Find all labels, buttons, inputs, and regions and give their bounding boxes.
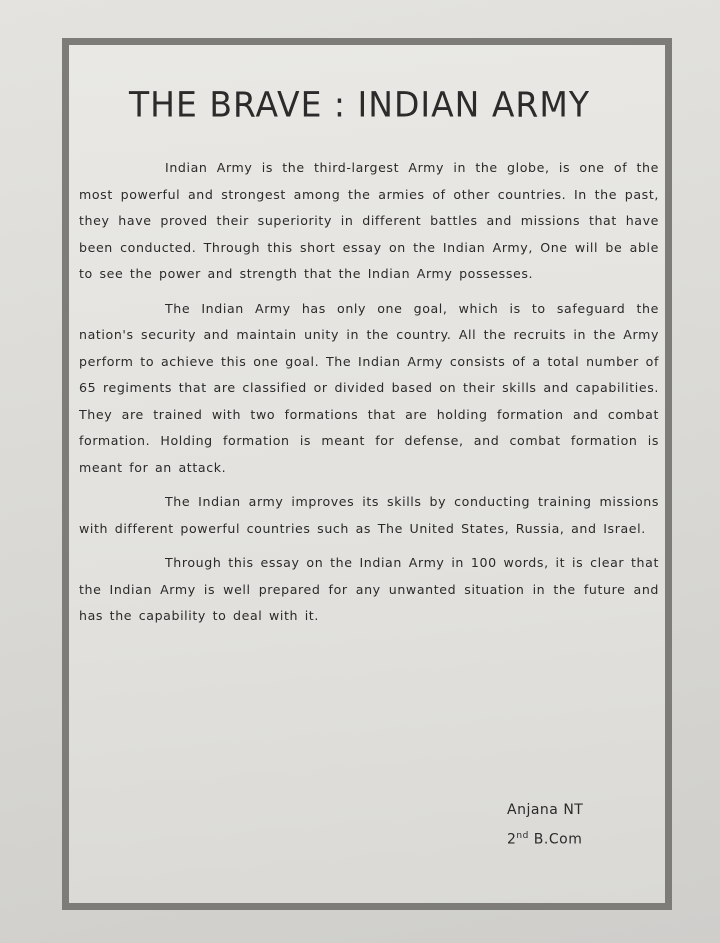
signature-class (507, 823, 583, 853)
paragraph-1: Indian Army is the third-largest Army in the globe, is one of the most powerful and strongest among the armies of other countries. In the past, they have proved their superiority in different battles and missions that have been conducted. Through this short essay on the Indian Army, One will be able to see the power and strength that the Indian Army possesses. (79, 160, 659, 281)
signature-name: Anjana NT (507, 802, 584, 818)
signature (507, 797, 583, 853)
year-number: 2 (507, 831, 517, 848)
essay-sheet (62, 38, 672, 910)
essay-body (79, 155, 659, 638)
course: B.Com (533, 831, 583, 848)
essay-title: THE BRAVE : INDIAN ARMY (129, 84, 590, 125)
paragraph-2: The Indian Army has only one goal, which is to safeguard the nation's security and maintain unity in the country. All the recruits in the Army perform to achieve this one goal. The Indian Army consists of a total number of 65 regiments that are classified or divided based on their skills and capabilities. They are trained with two formations that are holding formation and combat formation. Holding formation is meant for defense, and combat formation is meant for an attack. (79, 300, 659, 475)
year-suffix: nd (516, 831, 529, 841)
paragraph-3: The Indian army improves its skills by conducting training missions with different powerful countries such as The United States, Russia, and Israel. (79, 494, 659, 536)
paragraph-4: Through this essay on the Indian Army in 100 words, it is clear that the Indian Army is well prepared for any unwanted situation in the future and has the capability to deal with it. (79, 555, 659, 623)
